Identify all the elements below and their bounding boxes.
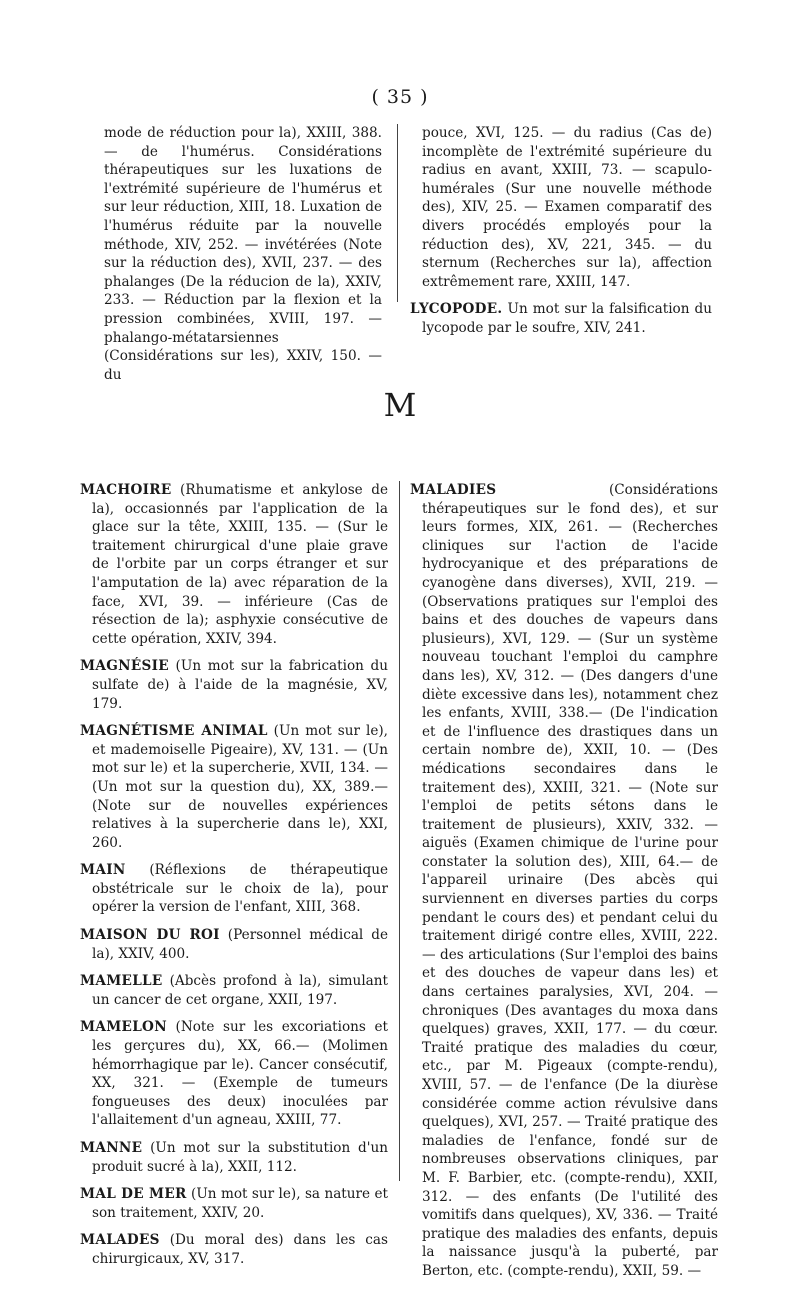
- column-divider-bottom: [399, 481, 400, 1181]
- entry-text: (Un mot sur la fabrication du sulfate de) à l'aide de la magnésie, XV, 179.: [92, 658, 388, 712]
- entry-text: (Réflexions de thérapeutique obstétricale sur le choix de la), pour opérer la version de l'enfant, XIII, 368.: [92, 862, 388, 916]
- page-number: ( 35 ): [371, 86, 429, 108]
- entry-text: (Note sur les excoriations et les gerçures du), XX, 66.— (Molimen hémorrhagique par le). Cancer consécutif, XX, 321. — (Exemple de tumeurs fongueuses des deux) inoculées par l'allaitement d'un agneau, XXIII, 77.: [92, 1019, 388, 1129]
- entry-headword: MAISON DU ROI: [80, 927, 220, 944]
- section-letter: M: [383, 386, 417, 424]
- index-entry: [92, 124, 382, 384]
- entry-headword: LYCOPODE.: [410, 301, 503, 318]
- top-right-column: [410, 124, 712, 347]
- column-divider-top: [397, 124, 398, 302]
- index-entry: [80, 1018, 388, 1130]
- index-entry: [80, 972, 388, 1009]
- entry-text: (Rhumatisme et ankylose de la), occasionnés par l'application de la glace sur la tête, XXIII, 135. — (Sur le traitement chirurgical d'une plaie grave de l'orbite par un corps étranger et sur l'amputation de la) avec réparation de la face, XVI, 39. — inférieure (Cas de résection de la); asphyxie consécutive de cette opération, XXIV, 394.: [92, 482, 388, 647]
- entry-headword: MALADIES: [410, 482, 497, 498]
- entry-text: (Un mot sur le), et mademoiselle Pigeaire), XV, 131. — (Un mot sur le) et la supercherie, XVII, 134. — (Un mot sur la question du), XX, 389.— (Note sur de nouvelles expériences relatives à la supercherie dans le), XXI, 260.: [92, 723, 388, 851]
- entry-text: (Un mot sur la substitution d'un produit sucré à la), XXII, 112.: [92, 1140, 388, 1175]
- entry-text: mode de réduction pour la), XXIII, 388. — de l'humérus. Considérations thérapeutiques sur les luxations de l'extrémité supérieure de l'humérus et sur leur réduction, XIII, 18. Luxation de l'humérus réduite par la nouvelle méthode, XIV, 252. — invétérées (Note sur la réduction des), XVII, 237. — des phalanges (De la réducion de la), XXIV, 233. — Réduction par la flexion et la pression combinées, XVIII, 197. — phalango-métatarsiennes (Considérations sur les), XXIV, 150. — du: [104, 125, 382, 383]
- entry-text: (Personnel médical de la), XXIV, 400.: [92, 927, 388, 962]
- index-entry: [410, 481, 718, 1281]
- index-entry: [80, 1231, 388, 1268]
- entry-headword: MACHOIRE: [80, 482, 172, 498]
- index-entry: [80, 657, 388, 713]
- entry-headword: MAMELLE: [80, 973, 163, 990]
- index-entry: [80, 861, 388, 917]
- entry-text: (Abcès profond à la), simulant un cancer de cet organe, XXII, 197.: [92, 973, 388, 1008]
- index-entry: [80, 1185, 388, 1222]
- index-entry: [410, 124, 712, 291]
- entry-text: Un mot sur la falsification du lycopode par le soufre, XIV, 241.: [422, 301, 712, 336]
- index-entry: [80, 1139, 388, 1176]
- index-entry: [80, 722, 388, 852]
- entry-headword: MAMELON: [80, 1019, 167, 1036]
- bottom-right-column: [410, 481, 718, 1290]
- entry-text: pouce, XVI, 125. — du radius (Cas de) incomplète de l'extrémité supérieure du radius en avant, XXIII, 73. — scapulo-humérales (Sur une nouvelle méthode des), XIV, 25. — Examen comparatif des divers procédés employés pour la réduction des), XV, 221, 345. — du sternum (Recherches sur la), affection extrêmement rare, XXIII, 147.: [422, 125, 712, 290]
- entry-headword: MAL DE MER: [80, 1186, 187, 1203]
- entry-headword: MAGNÉSIE: [80, 658, 169, 675]
- entry-text: (Considérations thérapeutiques sur le fond des), et sur leurs formes, XIX, 261. — (Recherches cliniques sur l'action de l'acide hydrocyanique et des préparations de cyanogène dans diverses), XVII, 219. — (Observations pratiques sur l'emploi des bains et des douches de vapeurs dans plusieurs), XVI, 129. — (Sur un système nouveau touchant l'emploi du camphre dans les), XV, 312. — (Des dangers d'une diète excessive dans les), notamment chez les enfants, XVIII, 338.— (De l'indication et de l'influence des drastiques dans un certain nombre de), XXII, 10. — (Des médications secondaires dans le traitement des), XXIII, 321. — (Note sur l'emploi de petits sétons dans le traitement de plusieurs), XXIV, 332. — aiguës (Examen chimique de l'urine pour constater la solution des), XIII, 64.— de l'appareil urinaire (Des abcès qui surviennent en diverses parties du corps pendant le cours des) et pendant celui du traitement dirigé contre elles, XVIII, 222. — des articulations (Sur l'emploi des bains et des douches de vapeur dans les) et dans certaines paralysies, XVI, 204. — chroniques (Des avantages du moxa dans quelques) graves, XXII, 177. — du cœur. Traité pratique des maladies du cœur, etc., par M. Pigeaux (compte-rendu), XVIII, 57. — de l'enfance (De la diurèse considérée comme action révulsive dans quelques), XVI, 257. — Traité pratique des maladies de l'enfance, fondé sur de nombreuses observations cliniques, par M. F. Barbier, etc. (compte-rendu), XXII, 312. — des enfants (De l'utilité des vomitifs dans quelques), XV, 336. — Traité pratique des maladies des enfants, depuis la naissance jusqu'à la puberté, par Berton, etc. (compte-rendu), XXII, 59. —: [422, 482, 718, 1279]
- entry-text: (Un mot sur le), sa nature et son traitement, XXIV, 20.: [92, 1186, 388, 1221]
- top-left-column: [92, 124, 382, 393]
- entry-headword: MAIN: [80, 862, 126, 879]
- index-entry: [80, 481, 388, 648]
- bottom-left-column: [80, 481, 388, 1278]
- entry-headword: MALADES: [80, 1232, 160, 1249]
- entry-headword: MANNE: [80, 1140, 143, 1156]
- index-entry: [410, 300, 712, 337]
- index-entry: [80, 926, 388, 963]
- entry-headword: MAGNÉTISME ANIMAL: [80, 723, 268, 740]
- entry-text: (Du moral des) dans les cas chirurgicaux, XV, 317.: [92, 1232, 388, 1267]
